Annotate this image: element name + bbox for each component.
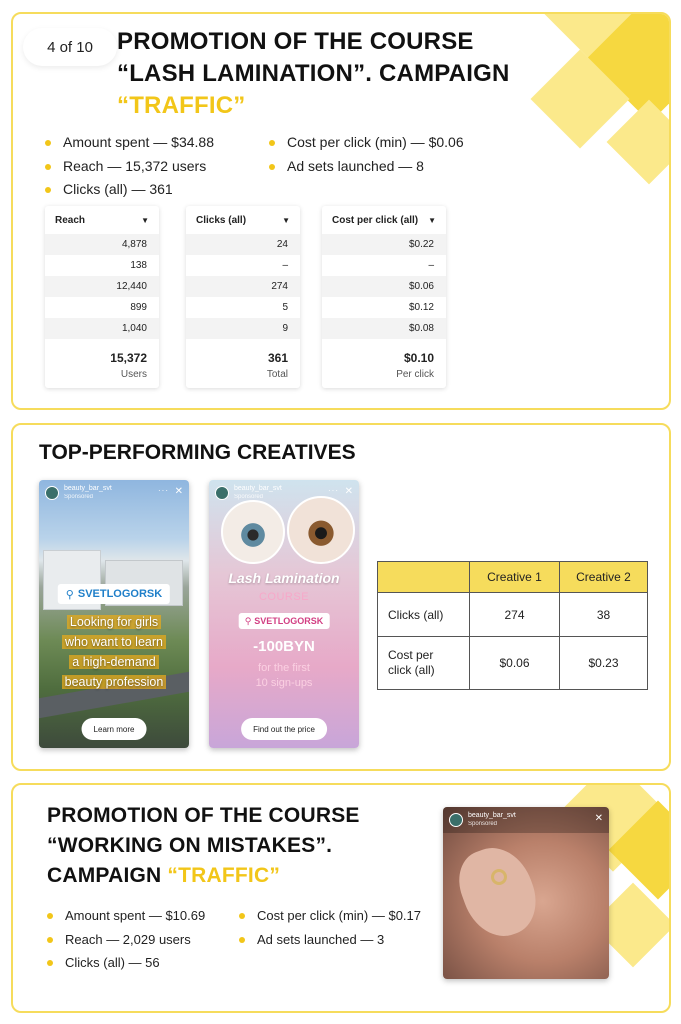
campaign-card-working-on-mistakes [11, 783, 671, 1013]
location-pin-icon: ⚲ [244, 615, 252, 626]
table-total: $0.10 [403, 351, 434, 365]
table-row: 4,878 [45, 234, 159, 255]
avatar[interactable] [215, 486, 229, 500]
ring-shape [491, 869, 507, 885]
metric-table-header[interactable] [322, 206, 446, 234]
metric-table-reach [45, 206, 159, 388]
table-row: 24 [186, 234, 300, 255]
stat-item: Clicks (all) — 361 [45, 178, 214, 202]
learn-more-button[interactable]: Learn more [82, 718, 147, 740]
metric-table-clicks [186, 206, 300, 388]
story-subheadline: COURSE [258, 591, 310, 603]
account-name[interactable]: beauty_bar_svt [468, 812, 516, 819]
creatives-card [11, 423, 671, 771]
table-row: 5 [282, 302, 288, 313]
caption-line: a high-demand [69, 655, 158, 669]
title-line: PROMOTION OF THE COURSE [117, 28, 474, 55]
offer-line: 10 sign-ups [255, 677, 313, 689]
close-icon[interactable]: ✕ [344, 486, 353, 497]
offer-line: for the first [258, 662, 310, 674]
stat-item: Ad sets launched — 3 [239, 928, 421, 952]
table-row: 138 [130, 260, 147, 271]
sort-caret-icon[interactable]: ▼ [141, 215, 149, 225]
header-label: Cost per click (all) [332, 214, 419, 226]
eye-image-left [221, 500, 285, 564]
table-row: – [282, 260, 288, 271]
sponsored-label: Sponsored [234, 494, 264, 500]
stats-list-left [47, 904, 205, 975]
table-row: 9 [186, 318, 300, 339]
metric-table-cpc [322, 206, 446, 388]
table-row [378, 637, 648, 690]
stat-item: Cost per click (min) — $0.17 [239, 904, 421, 928]
sort-caret-icon[interactable]: ▼ [428, 215, 436, 225]
page-title [47, 801, 360, 891]
title-line-highlight: “TRAFFIC” [117, 92, 246, 119]
story-header [443, 807, 609, 833]
column-header: Creative 1 [470, 562, 560, 593]
stat-item: Reach — 2,029 users [47, 928, 205, 952]
account-name[interactable]: beauty_bar_svt [64, 485, 112, 492]
avatar[interactable] [45, 486, 59, 500]
campaign-card-lash-lamination [11, 12, 671, 410]
row-label: Clicks (all) [378, 593, 470, 637]
eye-image-right [287, 496, 355, 564]
table-row: 12,440 [45, 276, 159, 297]
more-icon[interactable]: ··· [328, 486, 339, 495]
title-line: “WORKING ON MISTAKES”. [47, 834, 333, 857]
title-line: “LASH LAMINATION”. CAMPAIGN [117, 60, 510, 87]
table-cell: 38 [560, 593, 648, 637]
slide-counter-badge: 4 of 10 [23, 28, 117, 66]
table-total-label: Total [266, 369, 288, 380]
stats-list-right [239, 904, 421, 951]
table-row: 274 [186, 276, 300, 297]
table-row: 899 [130, 302, 147, 313]
table-cell: $0.23 [560, 637, 648, 690]
table-row: – [428, 260, 434, 271]
table-header-row [378, 562, 648, 593]
header-label: Clicks (all) [196, 214, 247, 226]
find-price-button[interactable]: Find out the price [241, 718, 327, 740]
sort-caret-icon[interactable]: ▼ [282, 215, 290, 225]
title-line: PROMOTION OF THE COURSE [47, 804, 360, 827]
creatives-comparison-table [377, 561, 648, 690]
caption-line: who want to learn [62, 635, 166, 649]
location-sticker [58, 584, 170, 604]
table-total: 361 [267, 351, 288, 365]
table-row: $0.06 [322, 276, 446, 297]
table-total-label: Users [120, 369, 147, 380]
hand-shape [450, 838, 547, 947]
sponsored-label: Sponsored [468, 821, 498, 827]
story-caption [39, 612, 189, 692]
title-highlight: “TRAFFIC” [167, 864, 281, 887]
caption-line: beauty profession [62, 675, 167, 689]
caption-line: Looking for girls [67, 615, 161, 629]
table-total: 15,372 [110, 351, 147, 365]
stats-list-right [269, 131, 464, 178]
stat-item: Ad sets launched — 8 [269, 155, 464, 179]
metric-table-header[interactable] [186, 206, 300, 234]
location-pin-icon: ⚲ [65, 588, 74, 601]
stat-item: Amount spent — $10.69 [47, 904, 205, 928]
location-text: SVETLOGORSK [254, 616, 324, 626]
header-empty-cell [378, 562, 470, 593]
avatar[interactable] [449, 813, 463, 827]
table-row: $0.12 [408, 302, 434, 313]
title-line [47, 861, 360, 891]
section-title: TOP-PERFORMING CREATIVES [39, 441, 356, 464]
table-row [378, 593, 648, 637]
table-cell: $0.06 [470, 637, 560, 690]
table-cell: 274 [470, 593, 560, 637]
location-sticker [239, 613, 330, 629]
location-text: SVETLOGORSK [77, 588, 163, 600]
close-icon[interactable]: ✕ [594, 813, 603, 824]
table-total-label: Per click [396, 369, 434, 380]
metric-table-header[interactable] [45, 206, 159, 234]
stat-item: Clicks (all) — 56 [47, 951, 205, 975]
column-header: Creative 2 [560, 562, 648, 593]
discount-text: -100BYN [253, 638, 315, 655]
title-text: CAMPAIGN [47, 864, 168, 887]
header-label: Reach [55, 214, 86, 226]
stats-list-left [45, 131, 214, 202]
decor-diamond [607, 100, 671, 185]
row-label: Cost per click (all) [378, 637, 470, 690]
page-title [117, 26, 509, 122]
table-row: $0.08 [322, 318, 446, 339]
offer-text [209, 661, 359, 691]
stat-item: Reach — 15,372 users [45, 155, 214, 179]
stat-item: Cost per click (min) — $0.06 [269, 131, 464, 155]
more-icon[interactable]: ··· [158, 486, 169, 495]
account-name[interactable]: beauty_bar_svt [234, 485, 282, 492]
table-row: 1,040 [45, 318, 159, 339]
creative-story-1[interactable] [39, 480, 189, 748]
stat-item: Amount spent — $34.88 [45, 131, 214, 155]
creative-story-3[interactable] [443, 807, 609, 979]
table-row: $0.22 [322, 234, 446, 255]
story-headline: Lash Lamination [228, 570, 340, 586]
close-icon[interactable]: ✕ [174, 486, 183, 497]
creative-story-2[interactable] [209, 480, 359, 748]
sponsored-label: Sponsored [64, 494, 94, 500]
